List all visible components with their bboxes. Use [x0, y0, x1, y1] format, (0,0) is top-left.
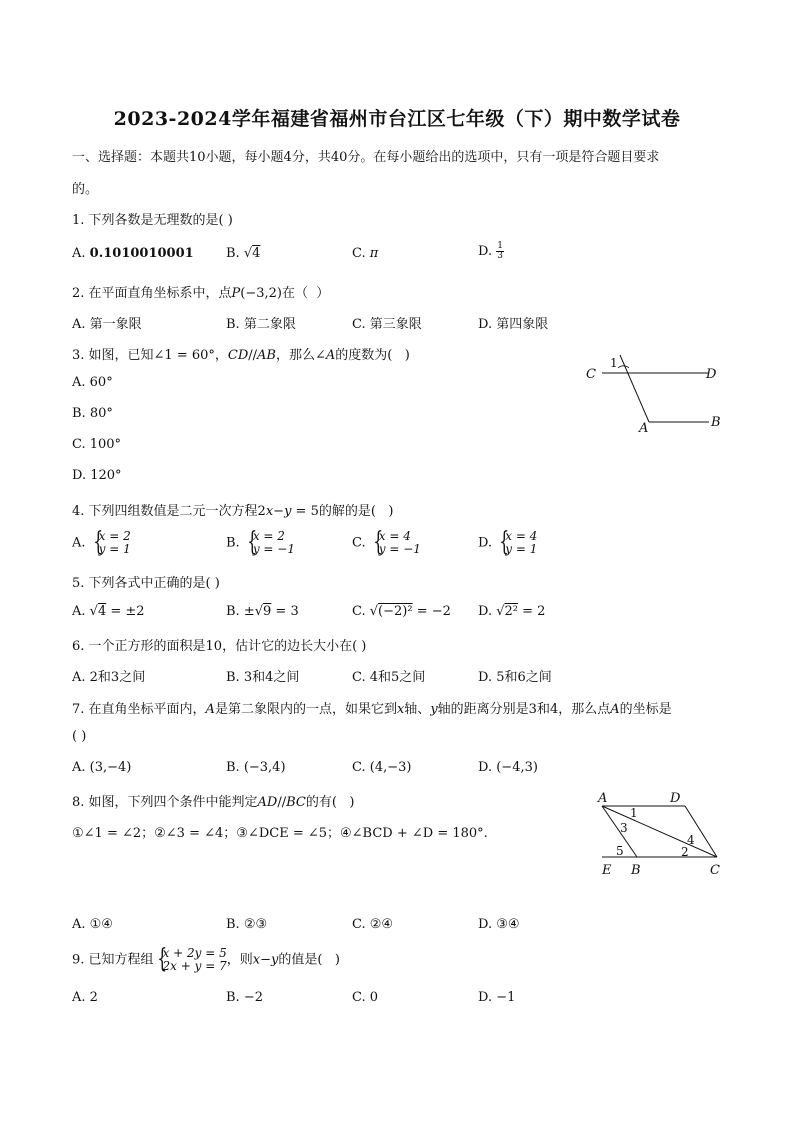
- fig2-angle-3: 3: [620, 821, 628, 835]
- q3-option-d: D. 120°: [72, 468, 122, 483]
- question-7-stem-cont: ( ): [72, 729, 87, 744]
- fig1-label-c: C: [586, 367, 596, 382]
- q2-option-d: D. 第四象限: [478, 317, 549, 332]
- section-heading: 一、选择题：本题共10小题，每小题4分，共40分。在每小题给出的选项中，只有一项是符合题目要求: [72, 150, 660, 165]
- fig2-angle-4: 4: [687, 833, 695, 847]
- q5-option-b: B. ±√9 = 3: [226, 604, 299, 619]
- q5-option-d: D. √2² = 2: [478, 604, 546, 619]
- section-heading-cont: 的。: [72, 182, 99, 197]
- q7-option-c: C. (4,−3): [352, 760, 412, 775]
- q4-option-a: A. { x = 2 y = 1: [72, 527, 131, 557]
- q5-option-c: C. √(−2)² = −2: [352, 604, 451, 619]
- q3-option-c: C. 100°: [72, 437, 122, 452]
- question-1-stem: 1. 下列各数是无理数的是( ): [72, 213, 233, 228]
- q9-option-c: C. 0: [352, 990, 379, 1005]
- q6-option-d: D. 5和6之间: [478, 670, 552, 685]
- q7-option-a: A. (3,−4): [72, 760, 132, 775]
- q9-option-b: B. −2: [226, 990, 263, 1005]
- fig2-label-d: D: [670, 791, 681, 806]
- fig1-label-a: A: [639, 421, 649, 436]
- q6-option-c: C. 4和5之间: [352, 670, 426, 685]
- q6-option-a: A. 2和3之间: [72, 670, 146, 685]
- fig2-angle-5: 5: [616, 844, 624, 858]
- q7-option-b: B. (−3,4): [226, 760, 286, 775]
- figure-parallelogram: [592, 790, 732, 880]
- q8-option-c: C. ②④: [352, 917, 394, 932]
- q4-option-c: C. { x = 4 y = −1: [352, 527, 421, 557]
- q4-option-d: D. { x = 4 y = 1: [478, 527, 538, 557]
- fig1-angle-1: 1: [610, 356, 618, 370]
- q1-option-a: A. 0.1010010001: [72, 246, 194, 261]
- q3-option-b: B. 80°: [72, 406, 113, 421]
- q1-option-d: D. $\frac{1}{3}$: [478, 241, 503, 261]
- figure-parallel-lines: [580, 350, 730, 440]
- q2-option-c: C. 第三象限: [352, 317, 422, 332]
- question-3-stem: 3. 如图，已知∠1 = 60°，CD//AB，那么∠A的度数为( ): [72, 348, 410, 363]
- fig1-label-d: D: [706, 367, 717, 382]
- fig2-label-e: E: [602, 863, 612, 878]
- fig2-label-c: C: [710, 863, 720, 878]
- q2-option-b: B. 第二象限: [226, 317, 296, 332]
- question-8-conditions: ①∠1 = ∠2；②∠3 = ∠4；③∠DCE = ∠5；④∠BCD + ∠D = 180°.: [72, 826, 488, 841]
- q3-option-a: A. 60°: [72, 375, 113, 390]
- question-4-stem: 4. 下列四组数值是二元一次方程2x−y = 5的解的是( ): [72, 504, 394, 519]
- q9-option-d: D. −1: [478, 990, 516, 1005]
- fig2-angle-2: 2: [681, 845, 689, 859]
- question-5-stem: 5. 下列各式中正确的是( ): [72, 576, 220, 591]
- fig2-label-a: A: [598, 791, 608, 806]
- q1-option-c: C. π: [352, 246, 379, 261]
- q9-option-a: A. 2: [72, 990, 98, 1005]
- fig1-label-b: B: [711, 415, 721, 430]
- question-7-stem: 7. 在直角坐标平面内，A是第二象限内的一点，如果它到x轴、y轴的距离分别是3和4，那么点A的坐标是: [72, 702, 672, 717]
- q8-option-a: A. ①④: [72, 917, 113, 932]
- question-8-stem: 8. 如图，下列四个条件中能判定AD//BC的有( ): [72, 795, 355, 810]
- q1-option-b: B. √4: [226, 246, 261, 261]
- q8-option-d: D. ③④: [478, 917, 520, 932]
- page-title: 2023-2024学年福建省福州市台江区七年级（下）期中数学试卷: [113, 108, 681, 130]
- q8-option-b: B. ②③: [226, 917, 268, 932]
- question-2-stem: 2. 在平面直角坐标系中，点P(−3,2)在（ ）: [72, 286, 330, 301]
- fig2-angle-1: 1: [630, 806, 638, 820]
- q2-option-a: A. 第一象限: [72, 317, 142, 332]
- fig2-label-b: B: [631, 863, 641, 878]
- q5-option-a: A. √4 = ±2: [72, 604, 145, 619]
- q7-option-d: D. (−4,3): [478, 760, 538, 775]
- q4-option-b: B. { x = 2 y = −1: [226, 527, 295, 557]
- question-6-stem: 6. 一个正方形的面积是10，估计它的边长大小在( ): [72, 639, 367, 654]
- question-9-stem: 9. 已知方程组 { x + 2y = 5 2x + y = 7 ，则x−y的值是( ): [72, 944, 340, 974]
- q6-option-b: B. 3和4之间: [226, 670, 300, 685]
